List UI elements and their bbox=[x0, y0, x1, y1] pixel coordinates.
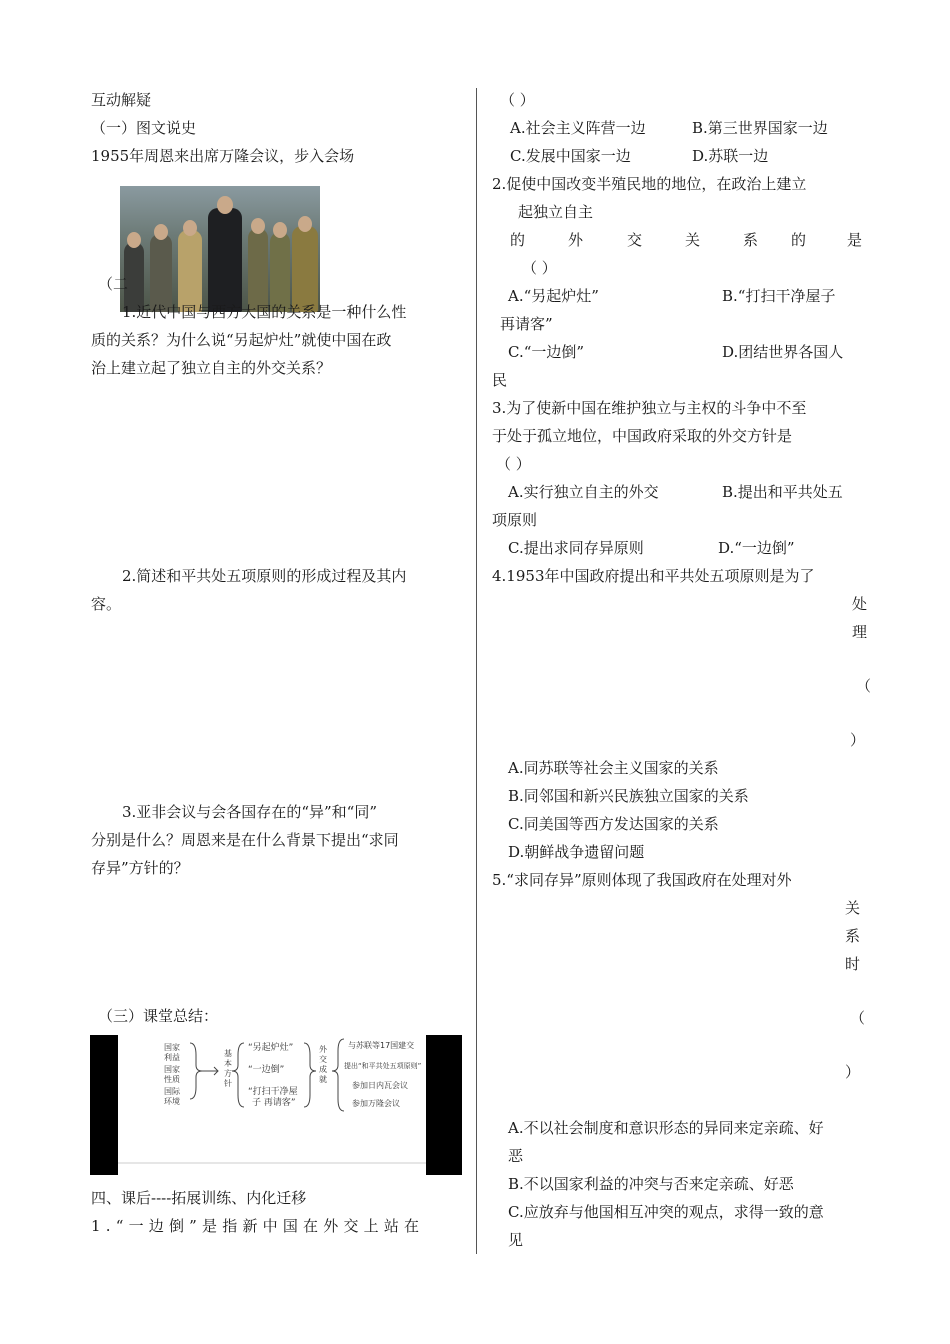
exercise-3-option-d: D.“一边倒” bbox=[718, 539, 795, 557]
question-3-line-1: 3.亚非会议与会各国存在的“异”和“同” bbox=[122, 803, 377, 821]
exercise-2-line-1: 2.促使中国改变半殖民地的地位，在政治上建立 bbox=[492, 175, 807, 193]
summary-right-item-4: 参加万隆会议 bbox=[352, 1099, 400, 1108]
exercise-2-line-2: 起独立自主 bbox=[518, 203, 594, 221]
exercise-1-answer-paren: （ ） bbox=[500, 91, 535, 109]
exercise-5-char-5: ） bbox=[845, 1063, 861, 1081]
exercise-2-spread-2: 外 bbox=[568, 231, 584, 249]
exercise-3-option-c: C.提出求同存异原则 bbox=[508, 539, 644, 557]
section-1-title: （一）图文说史 bbox=[91, 119, 197, 137]
question-3-line-3: 存异”方针的？ bbox=[91, 859, 189, 877]
summary-middle-item-3: “打扫干净屋 bbox=[248, 1087, 298, 1097]
summary-right-item-2: 提出“和平共处五项原则” bbox=[344, 1062, 422, 1070]
exercise-4-char-4: ） bbox=[850, 731, 866, 749]
exercise-4-char-2: 理 bbox=[852, 623, 868, 641]
exercise-4-char-1: 处 bbox=[852, 595, 868, 613]
section-2-title: （二 bbox=[98, 275, 129, 293]
exercise-2-spread-4: 关 bbox=[685, 231, 701, 249]
summary-panel bbox=[118, 1035, 426, 1175]
exercise-2-option-b: B.“打扫干净屋子 bbox=[722, 287, 836, 305]
column-divider bbox=[476, 88, 477, 1254]
question-2-line-1: 2.简述和平共处五项原则的形成过程及其内 bbox=[122, 567, 407, 585]
summary-middle-label: 基本方针 bbox=[224, 1049, 232, 1088]
summary-right-item-3: 参加日内瓦会议 bbox=[352, 1081, 408, 1090]
exercise-2-spread-3: 交 bbox=[627, 231, 643, 249]
exercise-2-option-a: A.“另起炉灶” bbox=[508, 287, 599, 305]
summary-right-item-1: 与苏联等17国建交 bbox=[348, 1041, 415, 1050]
exercise-3-answer-paren: （ ） bbox=[496, 455, 531, 473]
exercise-4-char-3: （ bbox=[856, 677, 872, 695]
exercise-2-spread-5: 系 bbox=[743, 231, 759, 249]
exercise-1-stem: 1.“一边倒”是指新中国在外交上站在 bbox=[91, 1217, 425, 1235]
section-heading: 互动解疑 bbox=[91, 91, 152, 109]
exercise-1-option-a: A.社会主义阵营一边 bbox=[510, 119, 646, 137]
question-3-line-2: 分别是什么？周恩来是在什么背景下提出“求同 bbox=[91, 831, 399, 849]
exercise-5-option-a: A.不以社会制度和意识形态的异同来定亲疏、好 bbox=[508, 1119, 824, 1137]
lesson-summary-diagram bbox=[90, 1035, 462, 1175]
exercise-2-spread-1: 的 bbox=[510, 231, 526, 249]
exercise-5-option-c-cont: 见 bbox=[508, 1231, 524, 1249]
summary-middle-item-1: “另起炉灶” bbox=[248, 1043, 294, 1053]
exercise-4-option-d: D.朝鲜战争遗留问题 bbox=[508, 843, 645, 861]
summary-middle-item-2: “一边倒” bbox=[248, 1065, 285, 1075]
section-4-title: 四、课后----拓展训练、内化迁移 bbox=[91, 1189, 307, 1207]
exercise-4-option-a: A.同苏联等社会主义国家的关系 bbox=[508, 759, 719, 777]
summary-left-item-2: 国家性质 bbox=[164, 1065, 180, 1084]
exercise-5-option-a-cont: 恶 bbox=[508, 1147, 524, 1165]
exercise-2-option-c: C.“一边倒” bbox=[508, 343, 585, 361]
exercise-2-option-d-cont: 民 bbox=[492, 371, 508, 389]
exercise-2-option-b-cont: 再请客” bbox=[500, 315, 553, 333]
exercise-1-option-b: B.第三世界国家一边 bbox=[692, 119, 828, 137]
question-2-line-2: 容。 bbox=[91, 595, 122, 613]
exercise-1-option-d: D.苏联一边 bbox=[692, 147, 769, 165]
exercise-4-option-b: B.同邻国和新兴民族独立国家的关系 bbox=[508, 787, 749, 805]
exercise-5-char-3: 时 bbox=[845, 955, 861, 973]
section-3-title: （三）课堂总结： bbox=[98, 1007, 219, 1025]
bandung-conference-photo bbox=[120, 186, 320, 312]
exercise-5-option-c: C.应放弃与他国相互冲突的观点，求得一致的意 bbox=[508, 1203, 824, 1221]
exercise-3-option-b: B.提出和平共处五 bbox=[722, 483, 843, 501]
exercise-5-char-2: 系 bbox=[845, 927, 861, 945]
exercise-3-line-2: 于处于孤立地位，中国政府采取的外交方针是 bbox=[492, 427, 793, 445]
exercise-2-spread-7: 是 bbox=[847, 231, 863, 249]
exercise-5-line-1: 5.“求同存异”原则体现了我国政府在处理对外 bbox=[492, 871, 792, 889]
exercise-2-option-d: D.团结世界各国人 bbox=[722, 343, 844, 361]
question-1-line-2: 质的关系？为什么说“另起炉灶”就使中国在政 bbox=[91, 331, 392, 349]
exercise-3-option-b-cont: 项原则 bbox=[492, 511, 538, 529]
summary-left-item-1: 国家利益 bbox=[164, 1043, 180, 1062]
exercise-1-option-c: C.发展中国家一边 bbox=[510, 147, 631, 165]
exercise-4-option-c: C.同美国等西方发达国家的关系 bbox=[508, 815, 719, 833]
exercise-5-char-4: （ bbox=[850, 1009, 866, 1027]
question-1-line-1: 1.近代中国与西方大国的关系是一种什么性 bbox=[122, 303, 407, 321]
question-1-line-3: 治上建立起了独立自主的外交关系？ bbox=[91, 359, 332, 377]
summary-achievement-label: 外交成就 bbox=[319, 1045, 327, 1084]
summary-left-item-3: 国际环境 bbox=[164, 1087, 180, 1106]
exercise-3-line-1: 3.为了使新中国在维护独立与主权的斗争中不至 bbox=[492, 399, 807, 417]
exercise-2-spread-6: 的 bbox=[791, 231, 807, 249]
exercise-5-option-b: B.不以国家利益的冲突与否来定亲疏、好恶 bbox=[508, 1175, 794, 1193]
exercise-3-option-a: A.实行独立自主的外交 bbox=[508, 483, 659, 501]
photo-caption: 1955年周恩来出席万隆会议，步入会场 bbox=[91, 147, 355, 165]
exercise-5-char-1: 关 bbox=[845, 899, 861, 917]
exercise-4-line-1: 4.1953年中国政府提出和平共处五项原则是为了 bbox=[492, 567, 815, 585]
exercise-2-answer-paren: （ ） bbox=[522, 259, 557, 277]
summary-middle-item-4: 子 再请客” bbox=[252, 1098, 296, 1108]
